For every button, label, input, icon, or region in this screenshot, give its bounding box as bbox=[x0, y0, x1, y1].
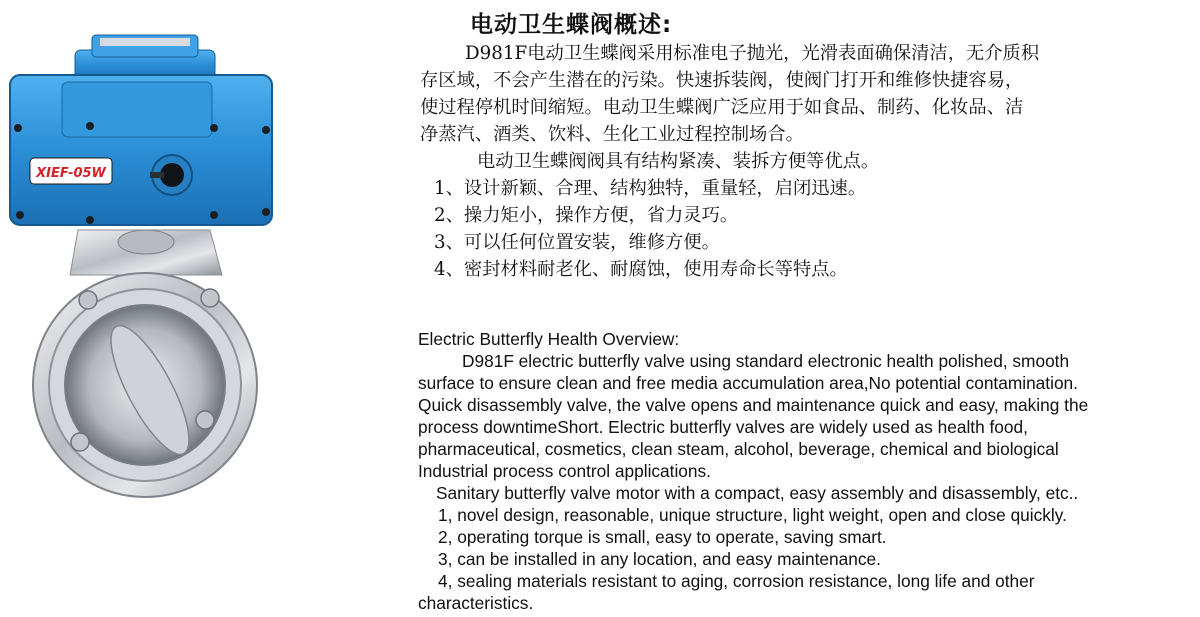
en-paragraph-line: pharmaceutical, cosmetics, clean steam, alcohol, beverage, chemical and biological bbox=[418, 439, 1059, 459]
zh-paragraph-line: D981F电动卫生蝶阀采用标准电子抛光，光滑表面确保清洁，无介质积 bbox=[465, 43, 1040, 64]
en-overview-title: Electric Butterfly Health Overview: bbox=[418, 329, 680, 349]
zh-overview-text bbox=[420, 40, 1200, 283]
zh-feature-item: 3、可以任何位置安装，维修方便。 bbox=[434, 232, 720, 253]
actuator-label: XIEF-05W bbox=[36, 166, 106, 181]
zh-feature-item: 4、密封材料耐老化、耐腐蚀，使用寿命长等特点。 bbox=[434, 259, 848, 280]
zh-paragraph-line: 存区域，不会产生潜在的污染。快速拆装阀，使阀门打开和维修快捷容易， bbox=[420, 70, 1024, 91]
en-feature-item: 3, can be installed in any location, and easy maintenance. bbox=[438, 549, 881, 569]
en-overview-text bbox=[418, 328, 1200, 614]
en-paragraph-line: Quick disassembly valve, the valve opens and maintenance quick and easy, making the bbox=[418, 395, 1089, 415]
zh-feature-item: 2、操力矩小，操作方便，省力灵巧。 bbox=[434, 205, 739, 226]
zh-paragraph-line: 使过程停机时间缩短。电动卫生蝶阀广泛应用于如食品、制药、化妆品、洁 bbox=[420, 97, 1024, 118]
en-paragraph-line: process downtimeShort. Electric butterfly valves are widely used as health food, bbox=[418, 417, 1028, 437]
en-advantages-intro: Sanitary butterfly valve motor with a compact, easy assembly and disassembly, etc.. bbox=[436, 483, 1079, 503]
en-feature-item: 4, sealing materials resistant to aging, corrosion resistance, long life and other bbox=[438, 571, 1035, 591]
zh-overview-title: 电动卫生蝶阀概述: bbox=[470, 12, 673, 38]
en-feature-item: 1, novel design, reasonable, unique structure, light weight, open and close quickly. bbox=[438, 505, 1067, 525]
en-paragraph-line: Industrial process control applications. bbox=[418, 461, 711, 481]
zh-paragraph-line: 净蒸汽、酒类、饮料、生化工业过程控制场合。 bbox=[420, 124, 804, 145]
electric-butterfly-valve-image bbox=[0, 30, 290, 500]
en-feature-item-continued: characteristics. bbox=[418, 593, 534, 613]
en-feature-item: 2, operating torque is small, easy to operate, saving smart. bbox=[438, 527, 887, 547]
zh-feature-item: 1、设计新颖、合理、结构独特，重量轻，启闭迅速。 bbox=[434, 178, 867, 199]
zh-advantages-intro: 电动卫生蝶阀阀具有结构紧凑、装拆方便等优点。 bbox=[477, 151, 880, 172]
en-paragraph-line: D981F electric butterfly valve using standard electronic health polished, smooth bbox=[462, 351, 1070, 371]
en-paragraph-line: surface to ensure clean and free media accumulation area,No potential contamination. bbox=[418, 373, 1078, 393]
